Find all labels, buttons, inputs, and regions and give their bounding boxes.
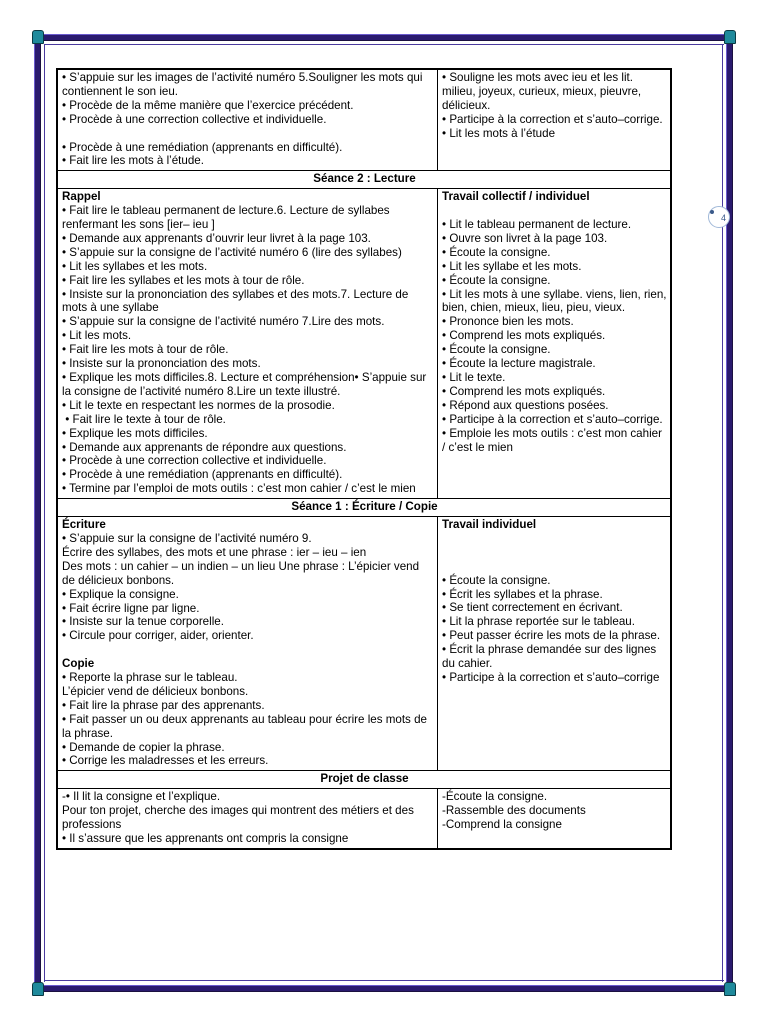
list-item: Des mots : un cahier – un indien – un lieu Une phrase : L’épicier vend de délicieux bonbons. (62, 559, 423, 587)
section-heading-row (57, 499, 671, 517)
list-item: • Termine par l’emploi de mots outils : c’est mon cahier / c’est le mien (62, 482, 416, 496)
subsection-title: Rappel (62, 190, 101, 204)
list-item: • S’appuie sur la consigne de l’activité numéro 9. (62, 531, 312, 545)
list-item: • Fait lire le tableau permanent de lecture.6. Lecture de syllabes renfermant les sons [ier– ieu ] (62, 204, 393, 232)
teacher-activities-cell (57, 189, 438, 499)
student-activities-cell (438, 189, 671, 499)
subsection-title: Écriture (62, 518, 106, 532)
list-item: • Écoute la consigne. (442, 245, 551, 259)
list-item: • Ouvre son livret à la page 103. (442, 231, 608, 245)
teacher-activities-cell (57, 69, 438, 171)
list-item: • Lit le texte. (442, 371, 506, 384)
list-item: • S’appuie sur la consigne de l’activité numéro 6 (lire des syllabes) (62, 245, 402, 259)
spacer (442, 546, 667, 560)
list-item: • Fait lire la phrase par des apprenants. (62, 698, 265, 712)
list-item: • Fait lire les mots à tour de rôle. (62, 343, 229, 357)
student-activities-cell (438, 517, 671, 771)
list-item: • S’appuie sur les images de l’activité numéro 5.Souligner les mots qui contiennent le son ieu. (62, 71, 426, 98)
list-item: • Lit le tableau permanent de lecture. (442, 218, 632, 232)
list-item: • Insiste sur la prononciation des syllabes et des mots.7. Lecture de mots à une syllabe (62, 287, 412, 315)
list-item: • Lit les syllabe et les mots. (442, 259, 582, 273)
list-item: • Corrige les maladresses et les erreurs. (62, 754, 269, 768)
corner-ornament-icon (724, 30, 736, 44)
subsection-title: Travail individuel (442, 518, 537, 532)
section-heading-row (57, 171, 671, 189)
list-item: • Lit la phrase reportée sur le tableau. (442, 615, 635, 629)
spacer (62, 127, 434, 141)
list-item: • Écoute la lecture magistrale. (442, 357, 596, 371)
list-item: Écrire des syllabes, des mots et une phrase : ier – ieu – ien (62, 545, 367, 559)
list-item: • Reporte la phrase sur le tableau. (62, 671, 238, 685)
page-border-inner-left (44, 44, 45, 982)
section-heading-row (57, 771, 671, 789)
list-item: • Demande de copier la phrase. (62, 740, 225, 754)
spacer (442, 204, 667, 218)
list-item: • Écoute la consigne. (442, 573, 551, 587)
list-item: -Rassemble des documents (442, 804, 586, 818)
lesson-table (56, 68, 672, 850)
subsection-title: Travail collectif / individuel (442, 190, 590, 204)
spacer (442, 532, 667, 546)
list-item: L’épicier vend de délicieux bonbons. (62, 684, 249, 698)
corner-ornament-icon (32, 982, 44, 996)
spacer (62, 643, 434, 657)
section-heading: Séance 2 : Lecture (57, 171, 671, 189)
corner-ornament-icon (32, 30, 44, 44)
page-number: 4 (720, 213, 726, 223)
list-item: • Se tient correctement en écrivant. (442, 601, 623, 615)
page-border-inner-right (722, 44, 723, 982)
list-item: • Souligne les mots avec ieu et les lit. milieu, joyeux, curieux, mieux, pieuvre, délicieux. (442, 71, 645, 112)
list-item: • Demande aux apprenants de répondre aux questions. (62, 440, 347, 454)
list-item: • Prononce bien les mots. (442, 315, 574, 329)
list-item: • Explique les mots difficiles.8. Lecture et compréhension• S’appuie sur la consigne de l’activité numéro 8.Lire un texte illustré. (62, 371, 430, 398)
list-item: • Participe à la correction et s’auto–corrige. (442, 112, 663, 126)
list-item: • Écoute la consigne. (442, 343, 551, 357)
list-item: • Répond aux questions posées. (442, 398, 609, 412)
list-item: • Demande aux apprenants d’ouvrir leur livret à la page 103. (62, 231, 371, 245)
list-item: • Fait écrire ligne par ligne. (62, 601, 200, 615)
list-item: • S’appuie sur la consigne de l’activité numéro 7.Lire des mots. (62, 315, 385, 329)
list-item: • Écoute la consigne. (442, 273, 551, 287)
list-item: • Écrit les syllabes et la phrase. (442, 587, 603, 601)
badge-dot-icon (710, 210, 714, 214)
list-item: • Procède à une remédiation (apprenants en difficulté). (62, 468, 343, 482)
list-item: • Procède de la même manière que l’exercice précédent. (62, 98, 354, 112)
page-border-top (34, 34, 734, 41)
teacher-activities-cell (57, 789, 438, 849)
teacher-activities-cell (57, 517, 438, 771)
list-item: • Lit le texte en respectant les normes de la prosodie. (62, 398, 335, 412)
list-item: -• Il lit la consigne et l’explique. (62, 790, 221, 804)
list-item: • Lit les mots à une syllabe. viens, lien, rien, bien, chien, mieux, lieu, pieu, vieux. (442, 287, 670, 315)
list-item: • Lit les mots à l’étude (442, 126, 556, 140)
section-heading: Projet de classe (57, 771, 671, 789)
list-item: • Comprend les mots expliqués. (442, 329, 606, 343)
list-item: Pour ton projet, cherche des images qui montrent des métiers et des professions (62, 804, 418, 832)
list-item: • Participe à la correction et s’auto–corrige (442, 671, 660, 684)
list-item: • Participe à la correction et s’auto–corrige. (442, 412, 663, 426)
table-row (57, 789, 671, 849)
list-item: • Procède à une correction collective et individuelle. (62, 112, 327, 126)
list-item: • Fait lire les syllabes et les mots à tour de rôle. (62, 273, 305, 287)
page-number-badge (708, 206, 730, 228)
page-border-left (34, 34, 41, 992)
section-heading: Séance 1 : Écriture / Copie (57, 499, 671, 517)
list-item: -Comprend la consigne (442, 818, 562, 832)
page-border-inner-top (44, 44, 724, 45)
list-item: • Comprend les mots expliqués. (442, 384, 606, 398)
list-item: • Procède à une correction collective et individuelle. (62, 454, 327, 468)
list-item: • Fait passer un ou deux apprenants au tableau pour écrire les mots de la phrase. (62, 712, 431, 740)
table-row (57, 189, 671, 499)
spacer (442, 560, 667, 574)
list-item: • Circule pour corriger, aider, orienter. (62, 629, 254, 643)
list-item: • Insiste sur la tenue corporelle. (62, 615, 224, 629)
list-item: • Insiste sur la prononciation des mots. (62, 357, 261, 371)
page-border-bottom (34, 985, 734, 992)
subsection-title: Copie (62, 657, 95, 671)
corner-ornament-icon (724, 982, 736, 996)
list-item: • Lit les syllabes et les mots. (62, 259, 208, 273)
list-item: -Écoute la consigne. (442, 790, 548, 804)
list-item: • Procède à une remédiation (apprenants en difficulté). (62, 140, 343, 154)
list-item: • Lit les mots. (62, 329, 132, 343)
student-activities-cell (438, 789, 671, 849)
list-item: • Fait lire les mots à l’étude. (62, 154, 204, 168)
table-row (57, 517, 671, 771)
list-item: • Explique les mots difficiles. (62, 426, 208, 440)
list-item: • Peut passer écrire les mots de la phrase. (442, 629, 661, 643)
list-item: • Écrit la phrase demandée sur des lignes du cahier. (442, 643, 660, 671)
list-item: • Emploie les mots outils : c’est mon cahier / c’est le mien (442, 426, 666, 454)
page-border-right (726, 34, 733, 992)
page-border-inner-bottom (44, 980, 724, 981)
list-item: • Il s’assure que les apprenants ont compris la consigne (62, 832, 349, 845)
table-row (57, 69, 671, 171)
list-item: • Explique la consigne. (62, 587, 179, 601)
list-item: • Fait lire le texte à tour de rôle. (62, 412, 226, 426)
student-activities-cell (438, 69, 671, 171)
